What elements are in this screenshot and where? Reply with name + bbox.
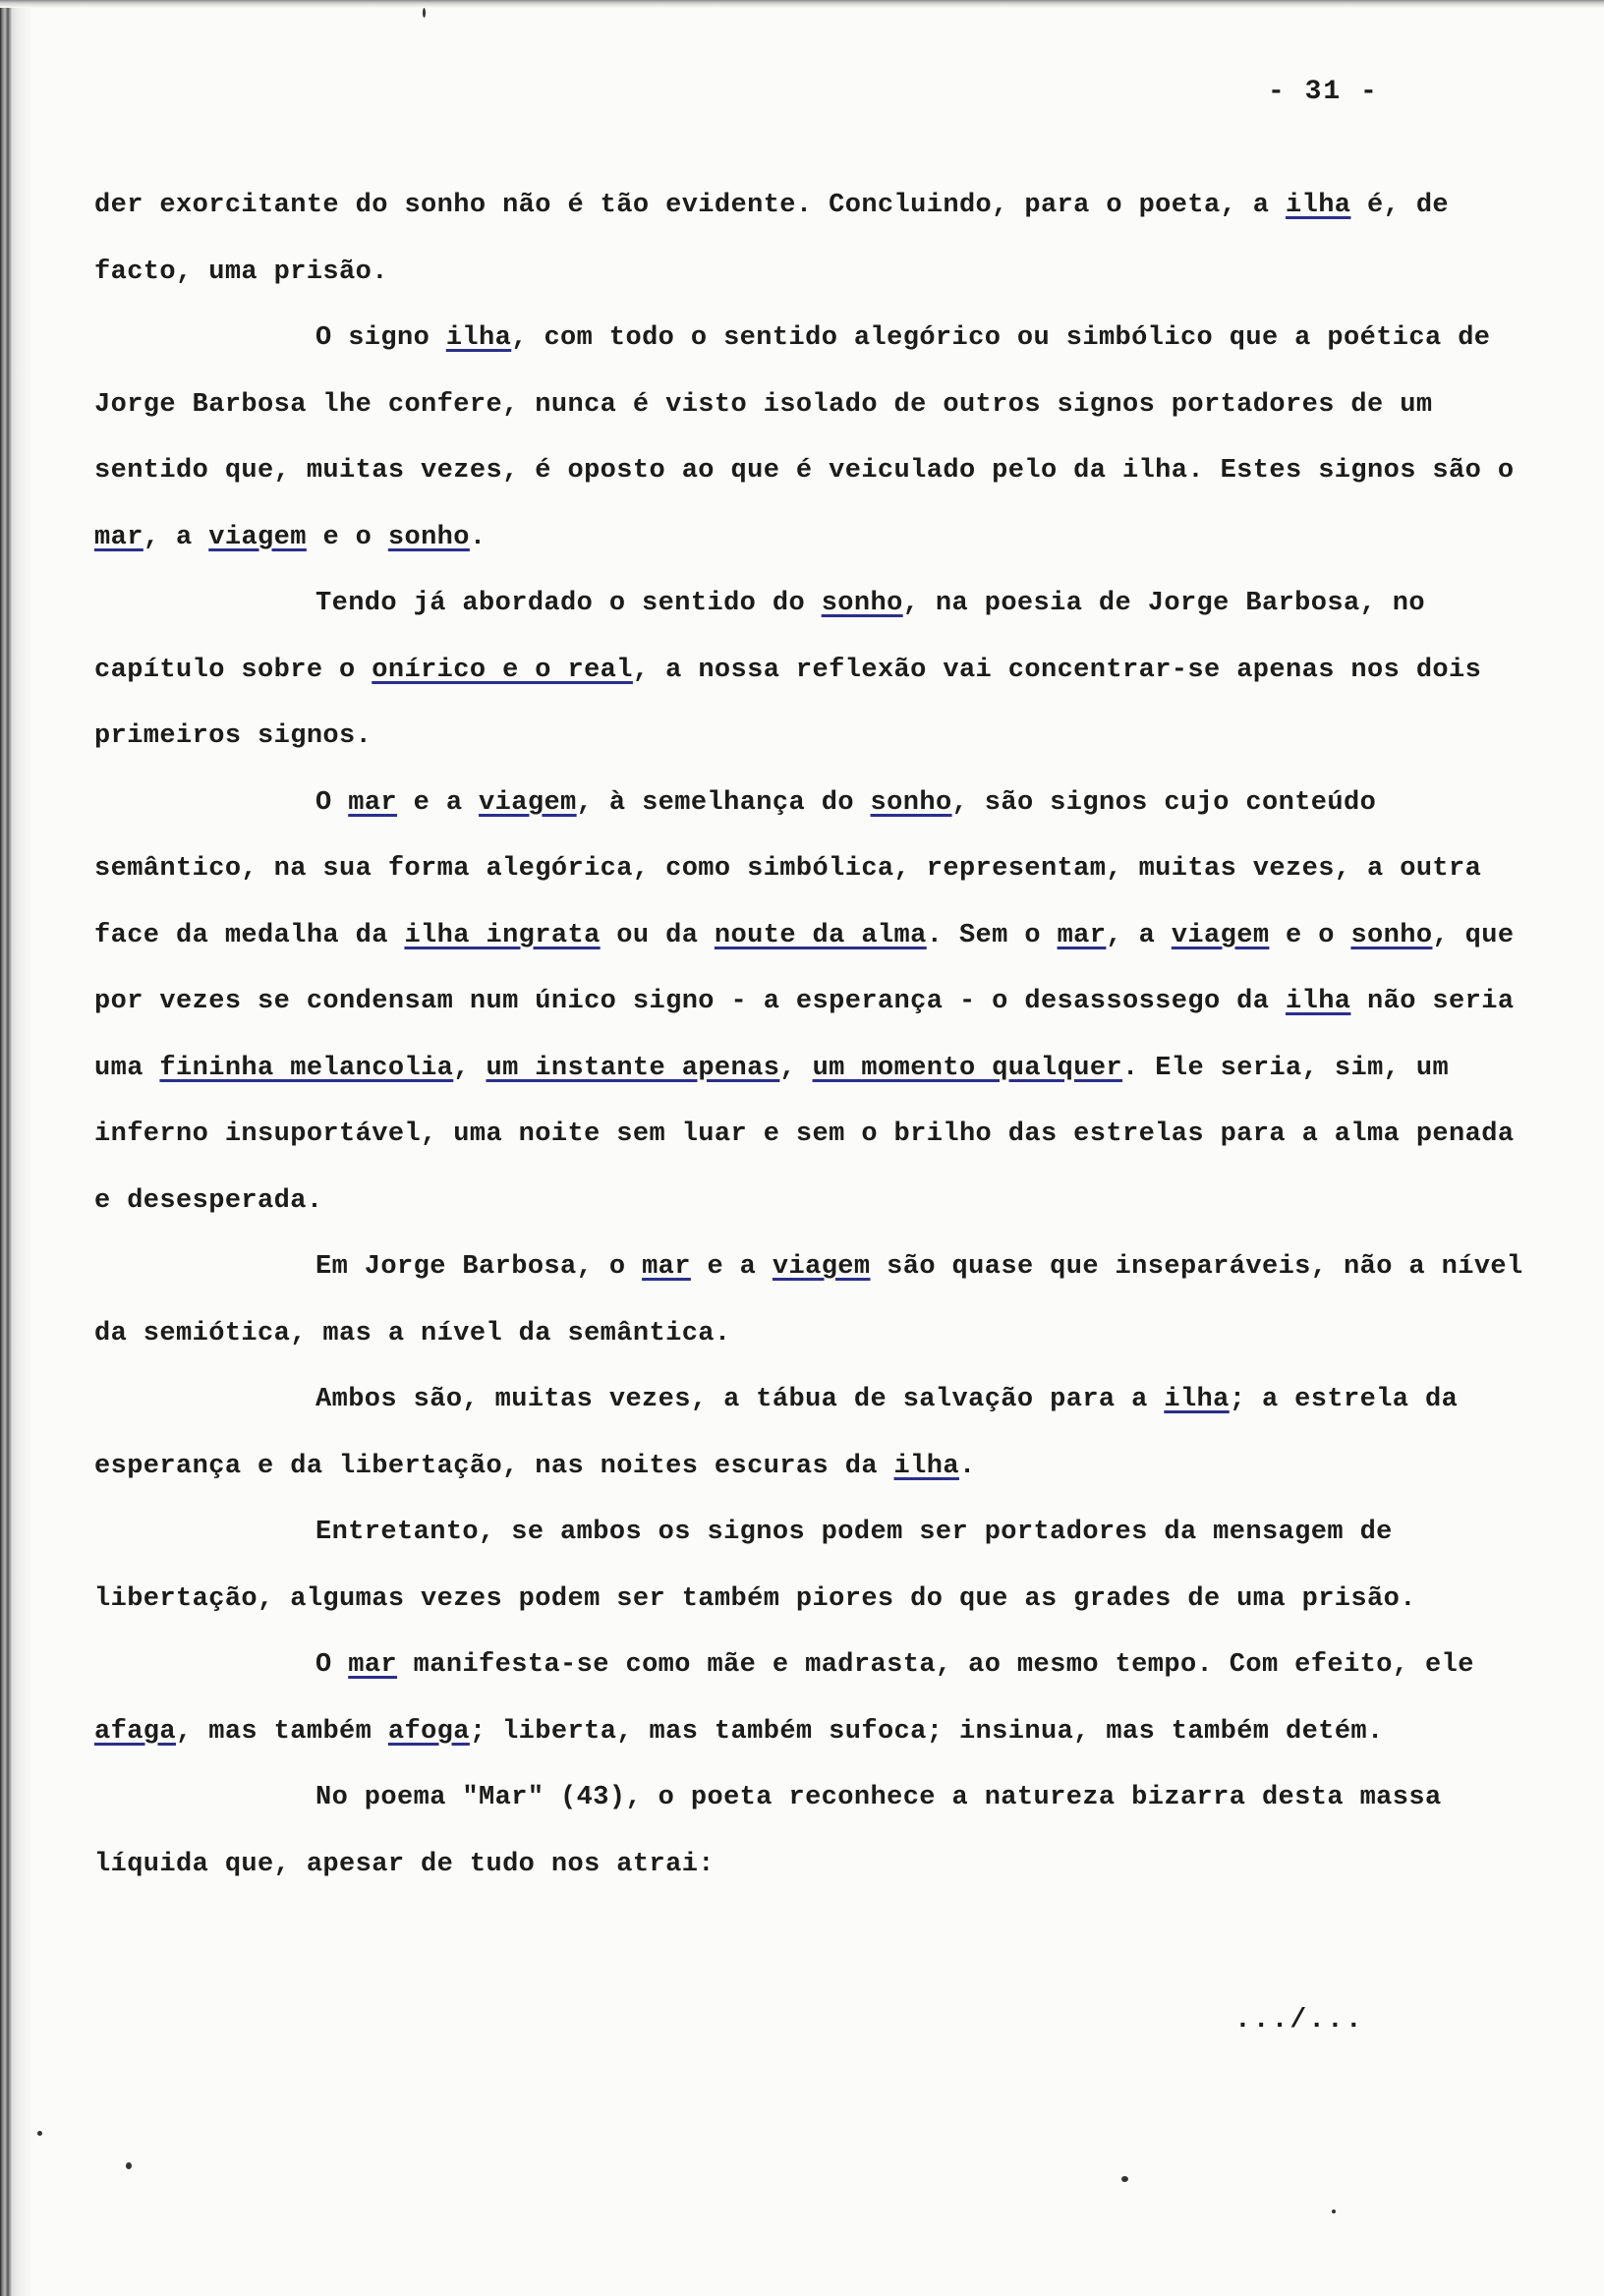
text-run: O signo xyxy=(315,323,446,353)
text-run: é, de facto, uma prisão. xyxy=(94,191,1450,287)
text-run: Entretanto, se ambos os signos podem ser portadores da mensagem de libertação, algumas vezes podem ser também piores do que as grades de uma prisão. xyxy=(94,1518,1416,1614)
text-run: . Sem o xyxy=(926,920,1058,950)
text-run: e o xyxy=(306,522,388,552)
text-run: . xyxy=(958,1451,976,1481)
underlined-term: ilha xyxy=(1286,987,1351,1016)
underlined-term: afaga xyxy=(94,1716,177,1747)
text-run: ; liberta, mas também sufoca; insinua, mas também detém. xyxy=(469,1716,1384,1747)
paragraph xyxy=(94,1765,1539,1898)
underlined-term: um instante apenas xyxy=(486,1053,780,1083)
paragraph xyxy=(94,771,1539,1235)
underlined-term: ilha xyxy=(1286,191,1351,220)
underlined-term: mar xyxy=(348,1650,398,1680)
scan-speck xyxy=(423,8,426,18)
text-run: e a xyxy=(397,787,480,818)
text-run: O xyxy=(315,1650,349,1680)
underlined-term: mar xyxy=(1057,920,1107,950)
underlined-term: mar xyxy=(642,1252,691,1282)
underlined-term: ilha ingrata xyxy=(404,920,601,950)
underlined-term: sonho xyxy=(821,589,903,618)
text-run: O xyxy=(315,787,349,818)
underlined-term: viagem xyxy=(208,522,307,552)
underlined-term: afoga xyxy=(387,1716,470,1747)
text-run: , que por vezes se condensam num único signo - a esperança - o desassossego da xyxy=(94,920,1515,1016)
text-run: ; a estrela da esperança e da libertação, nas noites escuras da xyxy=(94,1385,1459,1481)
underlined-term: ilha xyxy=(445,323,512,353)
underlined-term: sonho xyxy=(1350,920,1433,950)
scan-binding-edge xyxy=(0,0,33,2296)
text-run: der exorcitante do sonho não é tão evidente. Concluindo, para o poeta, a xyxy=(94,191,1286,220)
scan-speck xyxy=(126,2162,132,2169)
underlined-term: ilha xyxy=(1164,1385,1230,1414)
text-run: , na poesia de Jorge Barbosa, no capítulo sobre o xyxy=(94,589,1425,685)
text-run: , são signos cujo conteúdo semântico, na sua forma alegórica, como simbólica, representam, muitas vezes, a outra face da medalha da xyxy=(94,787,1482,950)
text-run: , à semelhança do xyxy=(576,787,871,818)
paragraph xyxy=(94,1633,1539,1765)
scan-top-edge xyxy=(0,0,1604,8)
scan-speck xyxy=(1332,2210,1336,2213)
underlined-term: fininha melancolia xyxy=(159,1053,454,1083)
scan-speck xyxy=(1121,2176,1128,2182)
underlined-term: mar xyxy=(348,787,398,818)
paragraph xyxy=(94,571,1539,771)
text-run: , mas também xyxy=(176,1716,388,1747)
underlined-term: viagem xyxy=(772,1252,871,1282)
text-run: No poema "Mar" (43), o poeta reconhece a natureza bizarra desta massa líquida que, apesar de tudo nos atrai: xyxy=(94,1783,1442,1879)
text-run: , xyxy=(453,1053,487,1083)
text-run: Tendo já abordado o sentido do xyxy=(315,589,822,618)
scan-speck xyxy=(37,2131,42,2136)
underlined-term: noute da alma xyxy=(714,920,927,950)
paragraph xyxy=(94,1367,1539,1500)
underlined-term: sonho xyxy=(387,522,470,552)
text-run: , xyxy=(779,1053,813,1083)
text-run: e o xyxy=(1269,920,1351,950)
text-run: , a xyxy=(1106,920,1172,950)
paragraph xyxy=(94,306,1539,571)
continuation-mark: .../... xyxy=(1234,2005,1364,2036)
text-run: ou da xyxy=(600,920,715,950)
underlined-term: viagem xyxy=(1171,920,1270,950)
text-run: , a nossa reflexão vai concentrar-se apenas nos dois primeiros signos. xyxy=(94,655,1482,751)
text-run: . xyxy=(469,522,487,552)
text-run: não seria uma xyxy=(94,987,1515,1083)
underlined-term: um momento qualquer xyxy=(812,1053,1123,1083)
text-run: manifesta-se como mãe e madrasta, ao mesmo tempo. Com efeito, ele xyxy=(397,1650,1474,1680)
text-run: e a xyxy=(690,1252,773,1282)
text-run: , a xyxy=(143,522,209,552)
text-run: Ambos são, muitas vezes, a tábua de salvação para a xyxy=(315,1385,1165,1414)
underlined-term: sonho xyxy=(870,787,952,818)
page-number: - 31 - xyxy=(1268,77,1379,107)
underlined-term: mar xyxy=(94,522,143,552)
paragraph xyxy=(94,1500,1539,1633)
text-run: são quase que inseparáveis, não a nível da semiótica, mas a nível da semântica. xyxy=(94,1252,1523,1349)
underlined-term: ilha xyxy=(893,1451,959,1481)
text-run: , com todo o sentido alegórico ou simbólico que a poética de Jorge Barbosa lhe confere, nunca é visto isolado de outros signos portadores de um sentido que, muitas vezes, é oposto ao que é veiculado pelo da ilha. Estes signos são o xyxy=(94,323,1515,486)
underlined-term: onírico e o real xyxy=(372,655,633,685)
text-run: Em Jorge Barbosa, o xyxy=(315,1252,643,1282)
body-text xyxy=(94,173,1539,1898)
paragraph xyxy=(94,1234,1539,1367)
text-run: . Ele seria, sim, um inferno insuportável, uma noite sem luar e sem o brilho das estrelas para a alma penada e desesperada. xyxy=(94,1053,1515,1216)
underlined-term: viagem xyxy=(479,787,577,818)
paragraph xyxy=(94,173,1539,306)
